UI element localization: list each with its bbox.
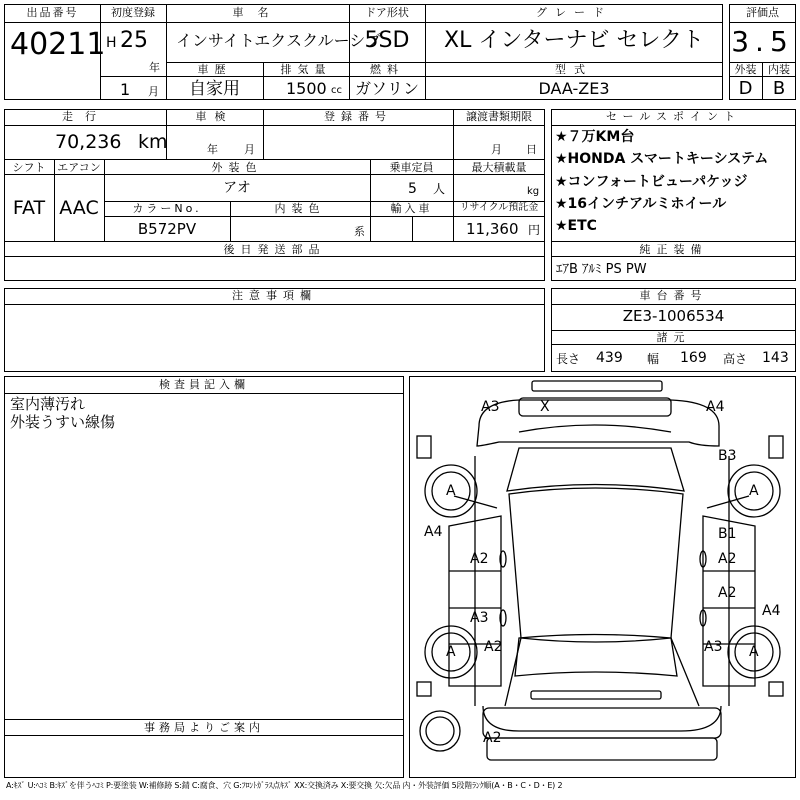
score: 3.5 bbox=[731, 25, 794, 58]
aircon: AAC bbox=[59, 197, 99, 219]
notes-label: 注意事項欄 bbox=[232, 289, 317, 302]
exterior-color-label: 外装色 bbox=[211, 161, 263, 174]
int-grade-label: 内装 bbox=[768, 63, 790, 76]
interior-color-label: 内装色 bbox=[274, 202, 326, 215]
damage-mark: A2 bbox=[484, 639, 503, 655]
legend: A:ｷｽﾞ U:ﾍｺﾐ B:ｷｽﾞを伴うﾍｺﾐ P:要塗装 W:補修跡 S:錆 C:腐食、穴 G:ﾌﾛﾝﾄｶﾞﾗｽ点ｷｽﾞ XX:交換済み X:要交換 欠:欠品 内・外装評価 5段階ﾗﾝｸ順(A・B・C・D・E) 2 bbox=[6, 781, 563, 790]
damage-mark: A2 bbox=[470, 551, 489, 567]
chassis-number: ZE3-1006534 bbox=[622, 307, 725, 325]
shift: FAT bbox=[12, 197, 46, 219]
capacity-unit: 人 bbox=[433, 182, 446, 196]
height-label: 高さ bbox=[723, 352, 748, 366]
mileage: 70,236 bbox=[55, 131, 122, 153]
grade: XL インターナビ セレクト bbox=[444, 28, 704, 53]
damage-mark: A3 bbox=[481, 399, 500, 415]
width: 169 bbox=[680, 350, 707, 366]
equipment-label: 純正装備 bbox=[639, 243, 708, 256]
displacement-unit: cc bbox=[331, 85, 342, 96]
max-load-unit: kg bbox=[527, 186, 540, 197]
int-grade: B bbox=[772, 78, 786, 99]
car-name: インサイトエクスクルーシブ bbox=[176, 31, 382, 50]
color-no: B572PV bbox=[137, 220, 197, 238]
grade-label: グレード bbox=[536, 6, 612, 19]
model: DAA-ZE3 bbox=[538, 79, 610, 98]
inspection-month-unit: 月 bbox=[244, 143, 255, 156]
sales-point-item: ★HONDA スマートキーシステム bbox=[555, 151, 769, 167]
year-unit: 年 bbox=[149, 61, 160, 74]
sales-point-item: ★７万KM台 bbox=[555, 129, 635, 145]
fuel-label: 燃料 bbox=[370, 63, 404, 76]
damage-mark: A4 bbox=[762, 603, 781, 619]
damage-mark: X bbox=[540, 399, 550, 415]
damage-mark: A3 bbox=[470, 610, 489, 626]
inspector-note: 外装うすい線傷 bbox=[10, 413, 116, 431]
first-reg-month: 1 bbox=[120, 80, 131, 99]
inspector-note: 室内薄汚れ bbox=[10, 395, 86, 413]
score-label: 評価点 bbox=[746, 6, 779, 19]
height: 143 bbox=[762, 350, 789, 366]
recycle-fee: 11,360 bbox=[466, 220, 519, 238]
damage-mark: A bbox=[446, 483, 456, 499]
displacement-label: 排気量 bbox=[280, 63, 332, 76]
car-outline-icon bbox=[409, 376, 796, 778]
max-load-label: 最大積載量 bbox=[471, 161, 527, 174]
transfer-label: 譲渡書類期限 bbox=[466, 110, 532, 123]
damage-mark: A2 bbox=[718, 585, 737, 601]
length: 439 bbox=[596, 350, 623, 366]
sales-points-label: セールスポイント bbox=[605, 110, 741, 123]
damage-mark: A2 bbox=[718, 551, 737, 567]
length-label: 長さ bbox=[556, 352, 581, 366]
exterior-color: アオ bbox=[223, 180, 251, 196]
import-label: 輸入車 bbox=[390, 202, 433, 215]
ext-grade-label: 外装 bbox=[734, 63, 757, 76]
history-label: 車歴 bbox=[197, 63, 232, 76]
mileage-unit: km bbox=[138, 131, 168, 153]
damage-mark: A4 bbox=[424, 524, 443, 540]
registration-label: 登録番号 bbox=[324, 110, 392, 123]
door-label: ドア形状 bbox=[365, 6, 409, 19]
ext-grade: D bbox=[738, 78, 753, 99]
door-type: 5SD bbox=[364, 28, 410, 53]
shift-label: シフト bbox=[12, 161, 46, 174]
recycle-unit: 円 bbox=[528, 223, 541, 237]
inspection-label: 車検 bbox=[195, 110, 234, 123]
capacity: 5 bbox=[408, 181, 417, 197]
damage-mark: B3 bbox=[718, 448, 737, 464]
transfer-day-unit: 日 bbox=[526, 143, 537, 156]
sales-point-item: ★コンフォートビューパケッジ bbox=[555, 174, 748, 190]
damage-mark: A bbox=[749, 644, 759, 660]
office-label: 事務局よりご案内 bbox=[144, 721, 264, 734]
color-no-label: カラーNo. bbox=[132, 202, 202, 215]
first-reg-year: 25 bbox=[120, 28, 148, 53]
equipment: ｴｱB ｱﾙﾐ PS PW bbox=[556, 262, 647, 277]
damage-mark: A4 bbox=[706, 399, 725, 415]
month-unit: 月 bbox=[148, 85, 159, 98]
car-name-label: 車名 bbox=[232, 6, 283, 19]
inspection-year-unit: 年 bbox=[207, 143, 218, 156]
dimensions-label: 諸元 bbox=[656, 331, 691, 344]
damage-mark: B1 bbox=[718, 526, 737, 542]
width-label: 幅 bbox=[647, 352, 660, 366]
history: 自家用 bbox=[189, 79, 240, 99]
damage-mark: A2 bbox=[483, 730, 502, 746]
interior-color-unit: 系 bbox=[354, 225, 365, 238]
era: H bbox=[106, 35, 117, 51]
ac-label: エアコン bbox=[57, 161, 101, 174]
damage-mark: A3 bbox=[704, 639, 723, 655]
sales-point-item: ★ETC bbox=[555, 218, 597, 234]
damage-mark: A bbox=[446, 644, 456, 660]
recycle-label: リサイクル預託金 bbox=[459, 202, 539, 213]
mileage-label: 走行 bbox=[62, 110, 108, 123]
inspector-label: 検査員記入欄 bbox=[159, 378, 249, 391]
first-reg-label: 初度登録 bbox=[111, 6, 155, 19]
lot-label: 出品番号 bbox=[26, 6, 79, 19]
model-label: 型式 bbox=[555, 63, 593, 76]
capacity-label: 乗車定員 bbox=[389, 161, 434, 174]
sales-point-item: ★16インチアルミホイール bbox=[555, 196, 727, 212]
chassis-label: 車台番号 bbox=[639, 289, 708, 302]
fuel: ガソリン bbox=[354, 79, 419, 98]
lot-number: 40211 bbox=[10, 27, 106, 62]
damage-mark: A bbox=[749, 483, 759, 499]
transfer-month-unit: 月 bbox=[491, 143, 502, 156]
later-parts-label: 後日発送部品 bbox=[223, 243, 326, 256]
displacement: 1500 bbox=[286, 79, 327, 98]
